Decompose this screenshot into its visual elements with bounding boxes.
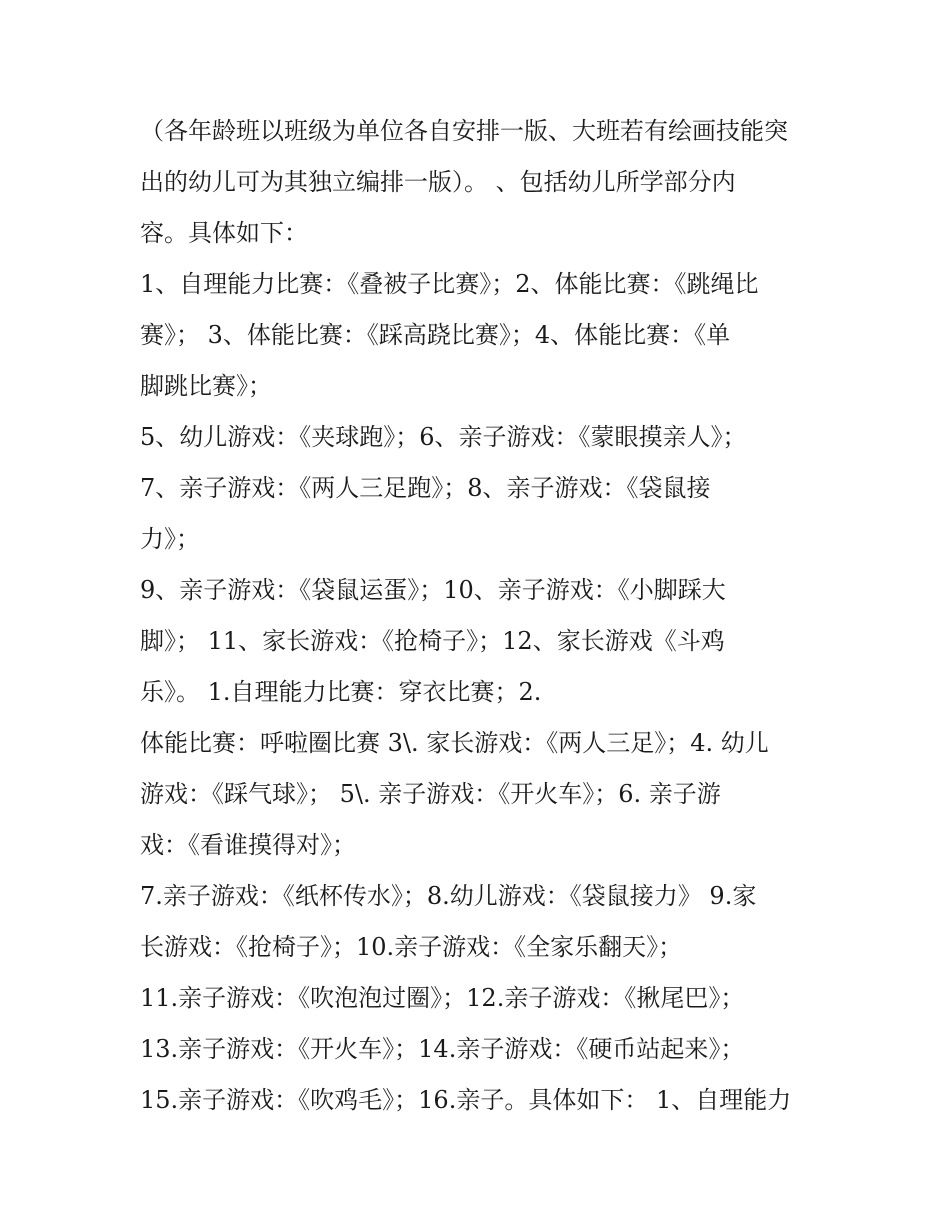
- text-line: 赛》； 3、体能比赛：《踩高跷比赛》；4、体能比赛：《单: [140, 321, 731, 349]
- text-line: 体能比赛：呼啦圈比赛 3\. 家长游戏：《两人三足》；4. 幼儿: [140, 729, 769, 757]
- body-text: [140, 106, 830, 1126]
- text-line: 7、亲子游戏：《两人三足跑》；8、亲子游戏：《袋鼠接: [140, 474, 711, 502]
- text-line: 力》；: [140, 525, 200, 553]
- text-line: 13.亲子游戏：《开火车》；14.亲子游戏：《硬币站起来》；: [140, 1035, 745, 1063]
- text-line: 长游戏：《抢椅子》；10.亲子游戏：《全家乐翻天》；: [140, 933, 683, 961]
- text-line: 乐》。 1.自理能力比赛：穿衣比赛；2.: [140, 678, 542, 706]
- text-line: 9、亲子游戏：《袋鼠运蛋》；10、亲子游戏：《小脚踩大: [140, 576, 726, 604]
- text-line: 5、幼儿游戏：《夹球跑》；6、亲子游戏：《蒙眼摸亲人》；: [140, 423, 747, 451]
- text-line: 出的幼儿可为其独立编排一版）。 、包括幼儿所学部分内: [140, 168, 736, 196]
- text-line: 容。具体如下：: [140, 219, 308, 247]
- text-line: 游戏：《踩气球》； 5\. 亲子游戏：《开火车》；6. 亲子游: [140, 780, 721, 808]
- text-line: 11.亲子游戏：《吹泡泡过圈》；12.亲子游戏：《揪尾巴》；: [140, 984, 745, 1012]
- text-line: 1、自理能力比赛：《叠被子比赛》；2、体能比赛：《跳绳比: [140, 270, 759, 298]
- text-line: 脚》； 11、家长游戏：《抢椅子》；12、家长游戏《斗鸡: [140, 627, 725, 655]
- text-line: 戏：《看谁摸得对》；: [140, 831, 356, 859]
- text-line: （各年龄班以班级为单位各自安排一版、大班若有绘画技能突: [140, 117, 788, 145]
- text-line: 7.亲子游戏：《纸杯传水》；8.幼儿游戏：《袋鼠接力》 9.家: [140, 882, 757, 910]
- text-line: 15.亲子游戏：《吹鸡毛》；16.亲子。具体如下： 1、自理能力: [140, 1086, 792, 1114]
- text-line: 脚跳比赛》；: [140, 372, 272, 400]
